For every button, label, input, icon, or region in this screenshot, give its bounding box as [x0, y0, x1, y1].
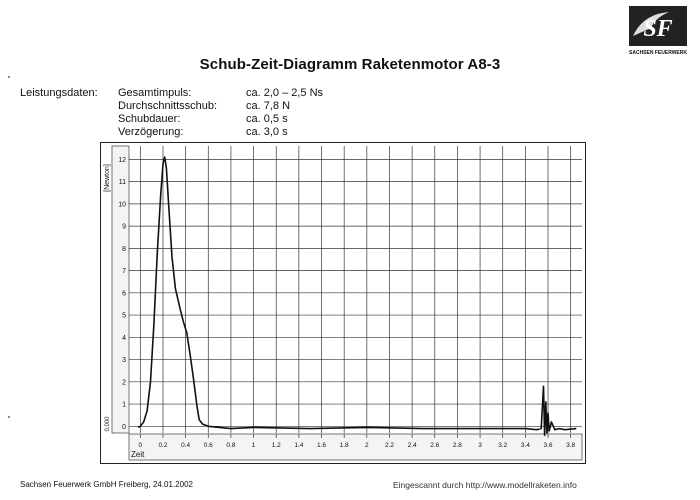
x-axis-strip: [129, 434, 582, 460]
y-tick-label: 6: [122, 290, 126, 298]
perf-name: Gesamtimpuls:: [118, 87, 192, 99]
performance-heading: Leistungsdaten:: [20, 87, 98, 99]
logo-initials: SF: [643, 16, 673, 42]
x-tick-label: 2.8: [452, 442, 462, 449]
x-tick-label: 1.6: [317, 442, 327, 449]
performance-values: [246, 87, 323, 139]
footer-source: Eingescannt durch http://www.modellraketen.info: [393, 480, 577, 490]
y-tick-label: 2: [122, 379, 126, 387]
y-tick-label: 3: [122, 357, 126, 365]
x-tick-label: 3: [478, 442, 482, 449]
perf-name: Durchschnittsschub:: [118, 100, 218, 112]
x-tick-label: 2.2: [384, 442, 394, 449]
y-tick-label: 11: [118, 179, 126, 187]
x-tick-label: 0.4: [181, 442, 191, 449]
perf-value: ca. 7,8 N: [246, 100, 291, 112]
x-tick-label: 3.2: [498, 442, 508, 449]
x-axis-label: Zeit: [131, 450, 145, 459]
y-tick-label: 0: [122, 423, 126, 431]
perf-name: Schubdauer:: [118, 113, 181, 125]
sachsen-feuerwerk-logo: [629, 6, 687, 56]
y-tick-label: 5: [122, 312, 126, 320]
y-tick-label: 8: [122, 245, 126, 253]
y-tick-label: 12: [118, 156, 126, 164]
y-axis-strip: [112, 146, 129, 433]
x-tick-label: 0: [138, 442, 143, 449]
x-tick-label: 2: [365, 442, 369, 449]
perf-value: ca. 0,5 s: [246, 113, 288, 125]
chart-frame: [101, 143, 586, 464]
scan-mark: [8, 416, 10, 418]
logo-caption: SACHSEN FEUERWERK: [629, 50, 687, 56]
x-tick-label: 2.4: [407, 442, 417, 449]
x-tick-label: 2.6: [430, 442, 440, 449]
x-tick-label: 3.6: [543, 442, 553, 449]
x-tick-label: 1.8: [339, 442, 349, 449]
x-tick-label: 0.6: [203, 442, 213, 449]
footer-company: Sachsen Feuerwerk GmbH Freiberg, 24.01.2002: [20, 480, 193, 489]
y-tick-label: 7: [122, 268, 126, 276]
y-axis-label: [Newton]: [104, 164, 111, 192]
perf-value: ca. 3,0 s: [246, 126, 288, 138]
x-tick-label: 0.2: [158, 442, 168, 449]
y-tick-label: 4: [122, 334, 126, 342]
x-tick-label: 3.4: [520, 442, 530, 449]
scan-mark: [8, 76, 10, 78]
y-tick-label: 1: [122, 401, 126, 409]
perf-name: Verzögerung:: [118, 126, 184, 138]
x-tick-label: 1.4: [294, 442, 304, 449]
x-tick-label: 1: [251, 442, 256, 449]
y-tick-label: 10: [118, 201, 126, 209]
page-title: Schub-Zeit-Diagramm Raketenmotor A8-3: [199, 56, 501, 73]
x-tick-label: 0.8: [226, 442, 236, 449]
x-tick-label: 1.2: [271, 442, 281, 449]
perf-value: ca. 2,0 – 2,5 Ns: [246, 87, 324, 99]
x-tick-label: 3.8: [566, 442, 576, 449]
y-tick-label: 9: [122, 223, 126, 231]
performance-names: [118, 87, 217, 139]
thrust-time-chart: [100, 142, 586, 464]
y-scale-label: 0.000: [105, 416, 111, 432]
